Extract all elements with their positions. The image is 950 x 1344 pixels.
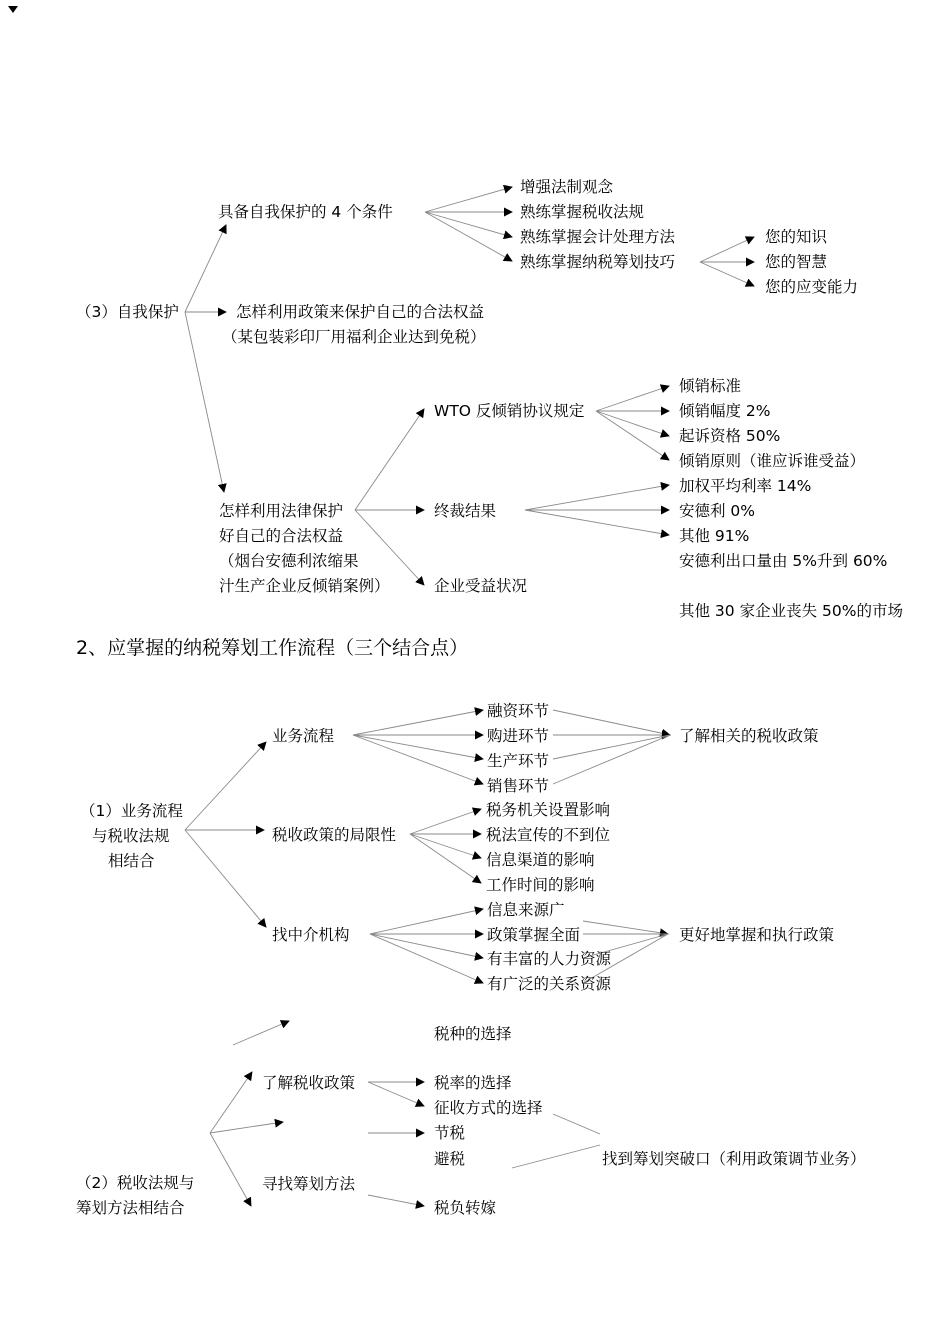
wto-item: 起诉资格 50% bbox=[679, 427, 781, 445]
law-protection-line: 汁生产企业反倾销案例） bbox=[219, 577, 390, 595]
wto-item: 倾销原则（谁应诉谁受益） bbox=[679, 452, 866, 470]
ruling-item: 其他 91% bbox=[679, 527, 750, 545]
agency-node: 找中介机构 bbox=[272, 926, 350, 944]
agency-item: 信息来源广 bbox=[487, 901, 565, 919]
agency-item: 有丰富的人力资源 bbox=[487, 950, 612, 968]
business-step: 生产环节 bbox=[487, 752, 550, 770]
four-conditions-node: 具备自我保护的 4 个条件 bbox=[218, 203, 393, 221]
condition-item: 熟练掌握税收法规 bbox=[520, 203, 645, 221]
law-method-root-line: （2）税收法规与 bbox=[76, 1174, 195, 1192]
wto-item: 倾销幅度 2% bbox=[679, 402, 771, 420]
limitation-item: 工作时间的影响 bbox=[486, 876, 595, 894]
skill-item: 您的智慧 bbox=[765, 253, 828, 271]
final-ruling-node: 终裁结果 bbox=[434, 502, 497, 520]
skill-item: 您的知识 bbox=[765, 228, 828, 246]
agency-result: 更好地掌握和执行政策 bbox=[679, 926, 835, 944]
limitation-item: 税法宣传的不到位 bbox=[486, 826, 611, 844]
section-heading: 2、应掌握的纳税筹划工作流程（三个结合点） bbox=[76, 637, 469, 659]
business-tax-root-line: （1）业务流程 bbox=[80, 802, 183, 820]
tax-type-choice: 税种的选择 bbox=[434, 1025, 512, 1043]
tax-burden-shift: 税负转嫁 bbox=[434, 1199, 497, 1217]
business-step: 融资环节 bbox=[487, 702, 550, 720]
ruling-item: 安德利 0% bbox=[679, 502, 756, 520]
agency-item: 政策掌握全面 bbox=[487, 926, 581, 944]
business-tax-root-line: 相结合 bbox=[108, 852, 155, 870]
business-process-node: 业务流程 bbox=[272, 727, 335, 745]
benefit-node: 企业受益状况 bbox=[434, 577, 528, 595]
law-protection-line: 怎样利用法律保护 bbox=[219, 502, 344, 520]
wto-item: 倾销标准 bbox=[679, 377, 742, 395]
breakthrough-result: 找到筹划突破口（利用政策调节业务） bbox=[602, 1150, 866, 1168]
benefit-item: 安德利出口量由 5%升到 60% bbox=[679, 552, 888, 570]
policy-case-note: （某包装彩印厂用福利企业达到免税） bbox=[222, 328, 486, 346]
law-method-root-line: 筹划方法相结合 bbox=[76, 1199, 185, 1217]
wto-rule-node: WTO 反倾销协议规定 bbox=[434, 402, 585, 420]
condition-item: 增强法制观念 bbox=[520, 178, 614, 196]
understand-policy-node: 了解税收政策 bbox=[262, 1074, 356, 1092]
self-protection-node: （3）自我保护 bbox=[76, 303, 179, 321]
business-tax-root-line: 与税收法规 bbox=[92, 827, 170, 845]
policy-protection-node: 怎样利用政策来保护自己的合法权益 bbox=[236, 303, 485, 321]
tax-policy-result: 了解相关的税收政策 bbox=[679, 727, 819, 745]
condition-item: 熟练掌握会计处理方法 bbox=[520, 228, 676, 246]
benefit-item: 其他 30 家企业丧失 50%的市场 bbox=[679, 602, 903, 620]
business-step: 购进环节 bbox=[487, 727, 550, 745]
law-protection-line: 好自己的合法权益 bbox=[219, 527, 344, 545]
skill-item: 您的应变能力 bbox=[765, 278, 859, 296]
tax-rate-choice: 税率的选择 bbox=[434, 1074, 512, 1092]
limitation-item: 税务机关设置影响 bbox=[486, 801, 611, 819]
tax-avoidance: 避税 bbox=[434, 1150, 466, 1168]
agency-item: 有广泛的关系资源 bbox=[487, 975, 612, 993]
condition-item: 熟练掌握纳税筹划技巧 bbox=[520, 253, 676, 271]
tax-saving: 节税 bbox=[434, 1124, 466, 1142]
collection-method-choice: 征收方式的选择 bbox=[434, 1099, 543, 1117]
find-method-node: 寻找筹划方法 bbox=[262, 1175, 356, 1193]
policy-limitation-node: 税收政策的局限性 bbox=[272, 826, 397, 844]
limitation-item: 信息渠道的影响 bbox=[486, 851, 595, 869]
business-step: 销售环节 bbox=[487, 777, 550, 795]
law-protection-line: （烟台安德利浓缩果 bbox=[219, 552, 359, 570]
ruling-item: 加权平均利率 14% bbox=[679, 477, 812, 495]
